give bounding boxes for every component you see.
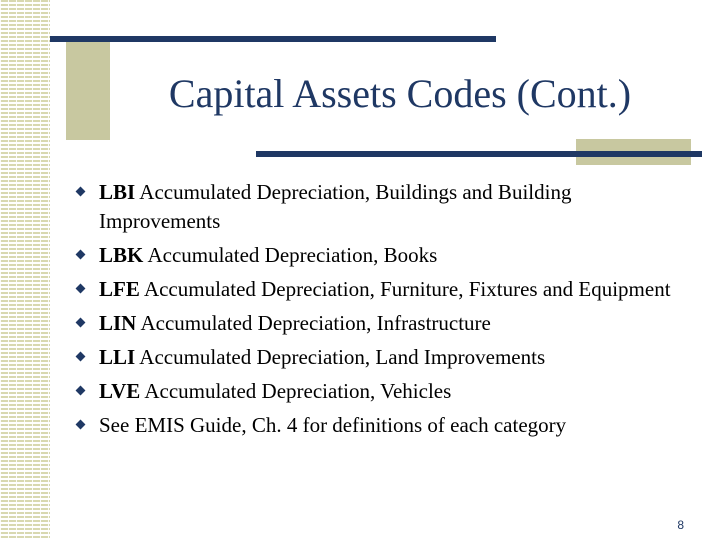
bullet-item [74,275,674,304]
bullet-item [74,411,674,440]
bullet-code: LFE [99,277,140,301]
title-bottom-rule [256,151,702,157]
bullet-item [74,241,674,270]
bullet-code: LIN [99,311,137,335]
title-accent-box [66,38,110,140]
diamond-bullet-icon [76,386,86,396]
bullet-list [74,178,674,445]
bullet-text: Accumulated Depreciation, Furniture, Fixtures and Equipment [143,277,671,301]
diamond-bullet-icon [76,250,86,260]
diamond-bullet-icon [76,318,86,328]
bullet-text: Accumulated Depreciation, Books [147,243,438,267]
diamond-bullet-icon [76,187,86,197]
slide-title: Capital Assets Codes (Cont.) [168,71,632,116]
title-top-rule [50,36,496,42]
bullet-text: Accumulated Depreciation, Infrastructure [140,311,491,335]
bullet-item [74,343,674,372]
bullet-code: LBK [99,243,144,267]
page-number: 8 [677,518,684,532]
bullet-item [74,178,674,236]
bullet-text: Accumulated Depreciation, Buildings and Building Improvements [99,180,572,233]
bullet-text: See EMIS Guide, Ch. 4 for definitions of each category [99,413,567,437]
striped-margin-decoration [0,0,50,540]
bullet-code: LVE [99,379,141,403]
diamond-bullet-icon [76,420,86,430]
bullet-text: Accumulated Depreciation, Vehicles [144,379,452,403]
bullet-item [74,309,674,338]
bullet-code: LLI [99,345,136,369]
bullet-code: LBI [99,180,136,204]
diamond-bullet-icon [76,284,86,294]
bullet-item [74,377,674,406]
bullet-text: Accumulated Depreciation, Land Improvements [139,345,546,369]
diamond-bullet-icon [76,352,86,362]
